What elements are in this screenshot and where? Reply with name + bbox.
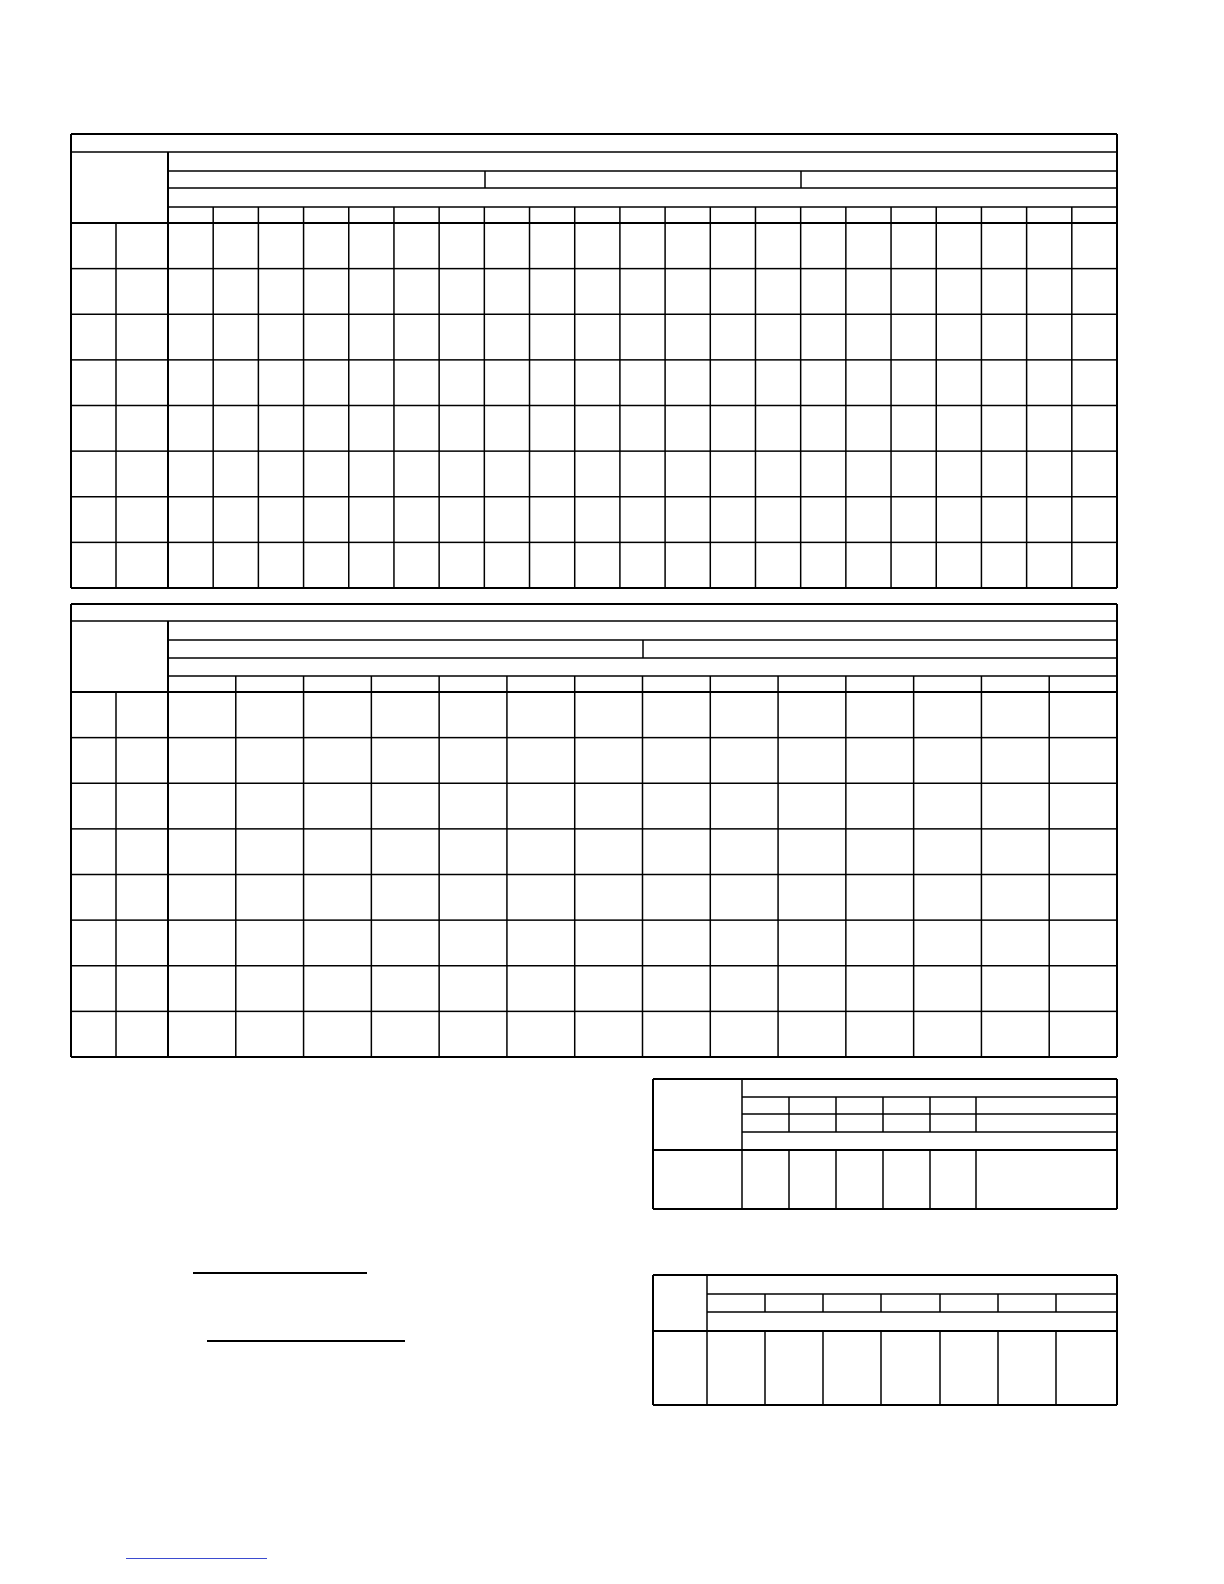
signature-line-1: [193, 1272, 367, 1274]
small-table-lower: [653, 1275, 1117, 1405]
small-table-upper: [653, 1079, 1117, 1209]
top-table: [71, 134, 1117, 588]
middle-table: [71, 604, 1117, 1057]
footer-link-underline[interactable]: [126, 1558, 267, 1559]
signature-line-2: [207, 1340, 405, 1342]
